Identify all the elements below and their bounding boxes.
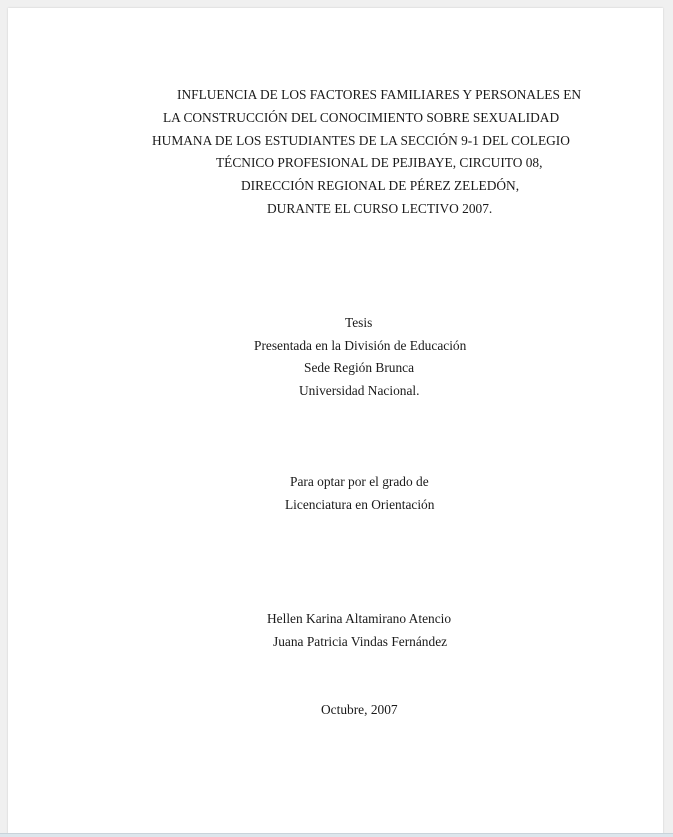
viewer-bottom-edge <box>0 833 673 837</box>
degree-intro-line: Para optar por el grado de <box>290 474 429 489</box>
author-1: Hellen Karina Altamirano Atencio <box>267 611 452 626</box>
campus-line: Sede Región Brunca <box>304 360 415 375</box>
division-line: Presentada en la División de Educación <box>254 338 467 353</box>
degree-name-line: Licenciatura en Orientación <box>285 497 435 512</box>
title-line-1: INFLUENCIA DE LOS FACTORES FAMILIARES Y PERSONALES EN <box>177 87 582 102</box>
thesis-label: Tesis <box>345 315 373 330</box>
author-2: Juana Patricia Vindas Fernández <box>273 634 448 649</box>
title-line-3: HUMANA DE LOS ESTUDIANTES DE LA SECCIÓN 9-1 DEL COLEGIO <box>152 133 570 148</box>
title-line-5: DIRECCIÓN REGIONAL DE PÉREZ ZELEDÓN, <box>241 178 520 193</box>
university-line: Universidad Nacional. <box>299 383 420 398</box>
title-line-2: LA CONSTRUCCIÓN DEL CONOCIMIENTO SOBRE SEXUALIDAD <box>163 110 560 125</box>
title-line-6: DURANTE EL CURSO LECTIVO 2007. <box>267 201 493 216</box>
title-line-4: TÉCNICO PROFESIONAL DE PEJIBAYE, CIRCUITO 08, <box>216 155 543 170</box>
document-page <box>8 8 663 834</box>
document-date: Octubre, 2007 <box>321 702 398 717</box>
